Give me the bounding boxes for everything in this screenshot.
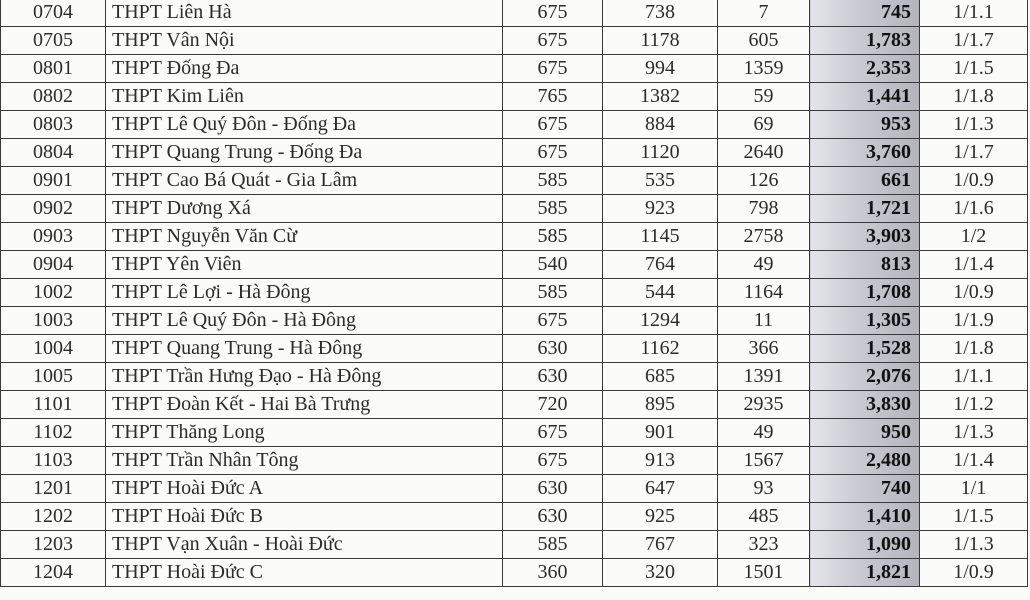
applicants-second-choice-cell: 1501 [718, 559, 810, 587]
school-name-cell: THPT Dương Xá [106, 195, 503, 223]
school-code-cell: 1102 [1, 419, 106, 447]
school-name-cell: THPT Hoài Đức A [106, 475, 503, 503]
competition-ratio-cell: 1/2 [920, 223, 1028, 251]
competition-ratio-cell: 1/1.2 [920, 391, 1028, 419]
total-applicants-cell: 3,760 [810, 139, 920, 167]
quota-cell: 630 [503, 335, 603, 363]
school-code-cell: 0901 [1, 167, 106, 195]
school-name-cell: THPT Hoài Đức C [106, 559, 503, 587]
table-body [1, 0, 1028, 587]
school-name-cell: THPT Đoàn Kết - Hai Bà Trưng [106, 391, 503, 419]
school-code-cell: 0902 [1, 195, 106, 223]
table-row [1, 503, 1028, 531]
applicants-second-choice-cell: 93 [718, 475, 810, 503]
applicants-second-choice-cell: 11 [718, 307, 810, 335]
applicants-first-choice-cell: 895 [603, 391, 718, 419]
quota-cell: 630 [503, 363, 603, 391]
table-row [1, 27, 1028, 55]
competition-ratio-cell: 1/1.3 [920, 111, 1028, 139]
applicants-second-choice-cell: 2935 [718, 391, 810, 419]
applicants-second-choice-cell: 2640 [718, 139, 810, 167]
competition-ratio-cell: 1/0.9 [920, 279, 1028, 307]
applicants-first-choice-cell: 738 [603, 0, 718, 27]
competition-ratio-cell: 1/1.5 [920, 503, 1028, 531]
table-row [1, 167, 1028, 195]
school-name-cell: THPT Vạn Xuân - Hoài Đức [106, 531, 503, 559]
school-code-cell: 1201 [1, 475, 106, 503]
applicants-second-choice-cell: 366 [718, 335, 810, 363]
competition-ratio-cell: 1/1.9 [920, 307, 1028, 335]
applicants-first-choice-cell: 1178 [603, 27, 718, 55]
applicants-first-choice-cell: 1120 [603, 139, 718, 167]
quota-cell: 585 [503, 167, 603, 195]
school-name-cell: THPT Nguyễn Văn Cừ [106, 223, 503, 251]
school-name-cell: THPT Lê Quý Đôn - Đống Đa [106, 111, 503, 139]
quota-cell: 720 [503, 391, 603, 419]
quota-cell: 675 [503, 111, 603, 139]
total-applicants-cell: 740 [810, 475, 920, 503]
school-name-cell: THPT Thăng Long [106, 419, 503, 447]
applicants-first-choice-cell: 647 [603, 475, 718, 503]
table-row [1, 335, 1028, 363]
total-applicants-cell: 2,480 [810, 447, 920, 475]
table-row [1, 83, 1028, 111]
applicants-first-choice-cell: 923 [603, 195, 718, 223]
total-applicants-cell: 3,830 [810, 391, 920, 419]
school-code-cell: 1202 [1, 503, 106, 531]
school-code-cell: 1005 [1, 363, 106, 391]
applicants-first-choice-cell: 913 [603, 447, 718, 475]
school-name-cell: THPT Hoài Đức B [106, 503, 503, 531]
total-applicants-cell: 1,441 [810, 83, 920, 111]
table-row [1, 223, 1028, 251]
competition-ratio-cell: 1/1.3 [920, 419, 1028, 447]
school-code-cell: 1002 [1, 279, 106, 307]
school-code-cell: 1103 [1, 447, 106, 475]
applicants-first-choice-cell: 994 [603, 55, 718, 83]
total-applicants-cell: 1,783 [810, 27, 920, 55]
applicants-first-choice-cell: 1294 [603, 307, 718, 335]
quota-cell: 630 [503, 475, 603, 503]
table-row [1, 307, 1028, 335]
table-row [1, 475, 1028, 503]
applicants-second-choice-cell: 323 [718, 531, 810, 559]
quota-cell: 675 [503, 27, 603, 55]
competition-ratio-cell: 1/1.3 [920, 531, 1028, 559]
competition-ratio-cell: 1/0.9 [920, 167, 1028, 195]
total-applicants-cell: 2,076 [810, 363, 920, 391]
table-row [1, 0, 1028, 27]
school-name-cell: THPT Vân Nội [106, 27, 503, 55]
competition-ratio-cell: 1/1 [920, 475, 1028, 503]
applicants-first-choice-cell: 767 [603, 531, 718, 559]
table-row [1, 111, 1028, 139]
quota-cell: 675 [503, 0, 603, 27]
quota-cell: 675 [503, 307, 603, 335]
competition-ratio-cell: 1/1.4 [920, 251, 1028, 279]
school-code-cell: 0804 [1, 139, 106, 167]
table-row [1, 139, 1028, 167]
school-code-cell: 0803 [1, 111, 106, 139]
applicants-first-choice-cell: 925 [603, 503, 718, 531]
school-code-cell: 0801 [1, 55, 106, 83]
school-code-cell: 0705 [1, 27, 106, 55]
school-name-cell: THPT Trần Hưng Đạo - Hà Đông [106, 363, 503, 391]
applicants-first-choice-cell: 764 [603, 251, 718, 279]
applicants-second-choice-cell: 605 [718, 27, 810, 55]
quota-cell: 630 [503, 503, 603, 531]
table-row [1, 391, 1028, 419]
table-row [1, 251, 1028, 279]
total-applicants-cell: 1,528 [810, 335, 920, 363]
quota-cell: 585 [503, 279, 603, 307]
applicants-second-choice-cell: 1164 [718, 279, 810, 307]
applicants-second-choice-cell: 126 [718, 167, 810, 195]
school-code-cell: 1203 [1, 531, 106, 559]
applicants-first-choice-cell: 544 [603, 279, 718, 307]
applicants-first-choice-cell: 1145 [603, 223, 718, 251]
table-row [1, 55, 1028, 83]
school-code-cell: 0704 [1, 0, 106, 27]
school-name-cell: THPT Liên Hà [106, 0, 503, 27]
competition-ratio-cell: 1/1.5 [920, 55, 1028, 83]
total-applicants-cell: 1,821 [810, 559, 920, 587]
total-applicants-cell: 1,305 [810, 307, 920, 335]
school-name-cell: THPT Cao Bá Quát - Gia Lâm [106, 167, 503, 195]
applicants-first-choice-cell: 1382 [603, 83, 718, 111]
quota-cell: 675 [503, 419, 603, 447]
competition-ratio-cell: 1/1.4 [920, 447, 1028, 475]
school-name-cell: THPT Quang Trung - Đống Đa [106, 139, 503, 167]
applicants-first-choice-cell: 535 [603, 167, 718, 195]
school-code-cell: 0904 [1, 251, 106, 279]
applicants-first-choice-cell: 685 [603, 363, 718, 391]
total-applicants-cell: 661 [810, 167, 920, 195]
quota-cell: 585 [503, 223, 603, 251]
applicants-second-choice-cell: 1391 [718, 363, 810, 391]
applicants-second-choice-cell: 69 [718, 111, 810, 139]
table-row [1, 195, 1028, 223]
quota-cell: 585 [503, 531, 603, 559]
table-row [1, 447, 1028, 475]
school-code-cell: 0802 [1, 83, 106, 111]
applicants-second-choice-cell: 2758 [718, 223, 810, 251]
applicants-second-choice-cell: 1567 [718, 447, 810, 475]
total-applicants-cell: 1,721 [810, 195, 920, 223]
applicants-second-choice-cell: 49 [718, 419, 810, 447]
school-code-cell: 1204 [1, 559, 106, 587]
table-row [1, 363, 1028, 391]
total-applicants-cell: 813 [810, 251, 920, 279]
applicants-first-choice-cell: 901 [603, 419, 718, 447]
total-applicants-cell: 950 [810, 419, 920, 447]
table-row [1, 531, 1028, 559]
total-applicants-cell: 953 [810, 111, 920, 139]
applicants-second-choice-cell: 1359 [718, 55, 810, 83]
school-name-cell: THPT Quang Trung - Hà Đông [106, 335, 503, 363]
school-code-cell: 1003 [1, 307, 106, 335]
applicants-first-choice-cell: 884 [603, 111, 718, 139]
school-name-cell: THPT Lê Lợi - Hà Đông [106, 279, 503, 307]
total-applicants-cell: 1,708 [810, 279, 920, 307]
applicants-second-choice-cell: 485 [718, 503, 810, 531]
school-code-cell: 1101 [1, 391, 106, 419]
applicants-second-choice-cell: 798 [718, 195, 810, 223]
competition-ratio-cell: 1/1.7 [920, 139, 1028, 167]
applicants-second-choice-cell: 49 [718, 251, 810, 279]
table-row [1, 279, 1028, 307]
school-name-cell: THPT Đống Đa [106, 55, 503, 83]
competition-ratio-cell: 1/1.1 [920, 0, 1028, 27]
quota-cell: 675 [503, 139, 603, 167]
school-name-cell: THPT Kim Liên [106, 83, 503, 111]
quota-cell: 360 [503, 559, 603, 587]
competition-ratio-cell: 1/0.9 [920, 559, 1028, 587]
school-name-cell: THPT Lê Quý Đôn - Hà Đông [106, 307, 503, 335]
total-applicants-cell: 1,090 [810, 531, 920, 559]
applicants-first-choice-cell: 1162 [603, 335, 718, 363]
quota-cell: 540 [503, 251, 603, 279]
school-code-cell: 1004 [1, 335, 106, 363]
competition-ratio-cell: 1/1.8 [920, 83, 1028, 111]
total-applicants-cell: 745 [810, 0, 920, 27]
competition-ratio-cell: 1/1.1 [920, 363, 1028, 391]
competition-ratio-cell: 1/1.7 [920, 27, 1028, 55]
quota-cell: 585 [503, 195, 603, 223]
table-row [1, 559, 1028, 587]
total-applicants-cell: 3,903 [810, 223, 920, 251]
school-name-cell: THPT Trần Nhân Tông [106, 447, 503, 475]
competition-ratio-cell: 1/1.8 [920, 335, 1028, 363]
competition-ratio-cell: 1/1.6 [920, 195, 1028, 223]
school-name-cell: THPT Yên Viên [106, 251, 503, 279]
quota-cell: 675 [503, 447, 603, 475]
table-row [1, 419, 1028, 447]
school-code-cell: 0903 [1, 223, 106, 251]
applicants-second-choice-cell: 7 [718, 0, 810, 27]
quota-cell: 765 [503, 83, 603, 111]
applicants-first-choice-cell: 320 [603, 559, 718, 587]
total-applicants-cell: 2,353 [810, 55, 920, 83]
total-applicants-cell: 1,410 [810, 503, 920, 531]
quota-cell: 675 [503, 55, 603, 83]
applicants-second-choice-cell: 59 [718, 83, 810, 111]
